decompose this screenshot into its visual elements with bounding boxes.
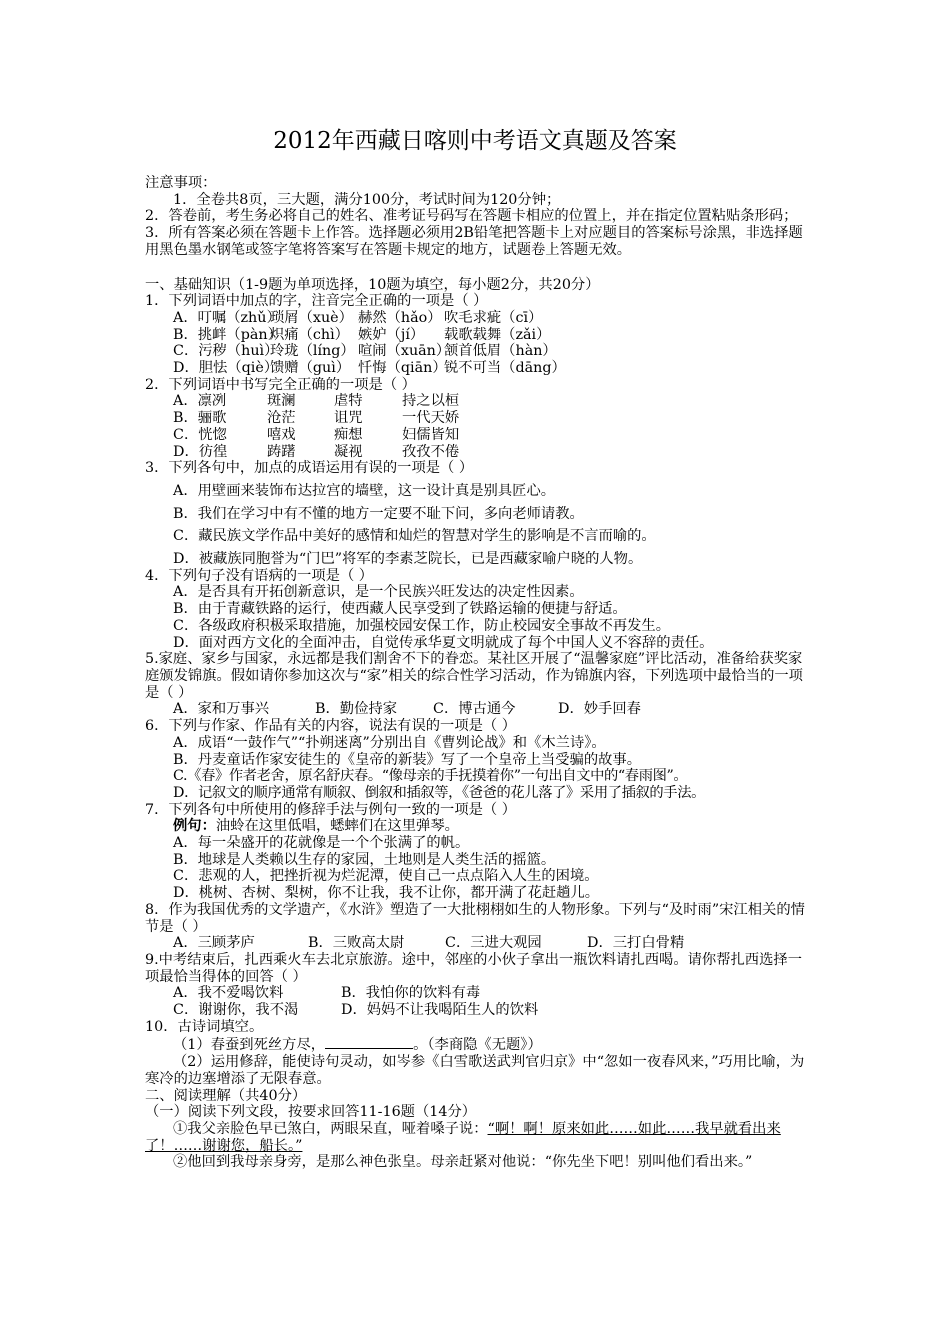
- q8-d: D．三打白骨精: [587, 935, 685, 952]
- q7-example-label: 例句：: [173, 818, 216, 835]
- q2-a-3: 虐特: [334, 393, 363, 410]
- q6-option-a: A．成语“一鼓作气”“扑朔迷离”分别出自《曹刿论战》和《木兰诗》。: [173, 734, 606, 751]
- reading-p1-plain: ①我父亲脸色早已煞白，两眼呆直，哑着嗓子说：: [173, 1120, 488, 1137]
- q3-option-a: A．用壁画来装饰布达拉宫的墙壁，这一设计真是别具匠心。: [173, 482, 556, 499]
- q1-option-b: [145, 327, 813, 344]
- q2-option-a: [145, 393, 813, 410]
- q2-a-1: A．凛冽: [173, 393, 227, 410]
- q1-option-c: [145, 343, 813, 360]
- reading-sub-heading: （一）阅读下列文段，按要求回答11-16题（14分）: [145, 1104, 477, 1121]
- q10-p1-before: （1）春蚕到死丝方尽，: [173, 1037, 326, 1054]
- q1-option-d: [145, 360, 813, 377]
- q1-d-3: 忏悔（qiān）: [358, 360, 447, 377]
- q9-a: A．我不爱喝饮料: [173, 985, 284, 1002]
- q2-d-2: 踌躇: [267, 443, 296, 460]
- q1-b-4: 载歌载舞（zǎi）: [444, 326, 551, 343]
- q9-stem: 9.中考结束后，扎西乘火车去北京旅游。途中，邻座的小伙子拿出一瓶饮料请扎西喝。请你帮扎西选择一项最恰当得体的回答（ ）: [145, 951, 802, 985]
- q7-example: [145, 818, 813, 835]
- q4-option-b: B．由于青藏铁路的运行，使西藏人民享受到了铁路运输的便捷与舒适。: [173, 601, 627, 618]
- q9-row-1: [145, 985, 813, 1002]
- q7-stem: 7．下列各句中所使用的修辞手法与例句一致的一项是（ ）: [145, 801, 517, 818]
- q5-b: B．勤俭持家: [315, 701, 397, 718]
- reading-paragraph-1: [145, 1121, 813, 1154]
- q10-blank[interactable]: [325, 1035, 413, 1049]
- q2-b-4: 一代天娇: [402, 410, 460, 427]
- q2-b-3: 诅咒: [334, 410, 363, 427]
- q1-d-2: 馈赠（guì）: [270, 360, 351, 377]
- q5-options: [145, 701, 813, 718]
- q5-d: D．妙手回春: [558, 701, 641, 718]
- q1-c-1: C．污秽（huì）: [173, 343, 279, 360]
- q1-c-4: 颔首低眉（hàn）: [444, 343, 557, 360]
- q2-d-3: 凝视: [334, 443, 363, 460]
- q7-option-a: A．每一朵盛开的花就像是一个个张满了的帆。: [173, 835, 470, 852]
- q10-part-1: [145, 1035, 813, 1054]
- q10-p1-after: 。（李商隐《无题》）: [413, 1037, 542, 1054]
- notice-item-2: 2．答卷前，考生务必将自己的姓名、准考证号码写在答题卡相应的位置上，并在指定位置粘贴条形码；: [145, 208, 798, 225]
- q2-d-1: D．彷徨: [173, 443, 228, 460]
- q6-option-b: B．丹麦童话作家安徒生的《皇帝的新装》写了一个皇帝上当受骗的故事。: [173, 751, 642, 768]
- q7-option-d: D．桃树、杏树、梨树，你不让我，我不让你，都开满了花赶趟儿。: [173, 885, 600, 902]
- q5-a: A．家和万事兴: [173, 701, 270, 718]
- q3-option-c: C．藏民族文学作品中美好的感情和灿烂的智慧对学生的影响是不言而喻的。: [173, 528, 656, 545]
- notice-item-1: 1．全卷共8页，三大题，满分100分，考试时间为120分钟；: [173, 191, 561, 208]
- q2-d-4: 孜孜不倦: [402, 443, 460, 460]
- exam-content: [145, 175, 813, 1171]
- q1-stem: 1．下列词语中加点的字，注音完全正确的一项是（ ）: [145, 293, 488, 310]
- q2-stem: 2．下列词语中书写完全正确的一项是（ ）: [145, 376, 416, 393]
- q6-stem: 6．下列与作家、作品有关的内容，说法有误的一项是（ ）: [145, 718, 517, 735]
- q1-c-3: 喧闹（xuān）: [358, 343, 451, 360]
- q2-b-2: 沧茫: [267, 410, 296, 427]
- q2-c-1: C．恍惚: [173, 426, 227, 443]
- q3-stem: 3．下列各句中，加点的成语运用有误的一项是（ ）: [145, 460, 474, 477]
- q1-a-1: A．叮嘱（zhǔ）: [173, 309, 281, 326]
- q9-d: D．妈妈不让我喝陌生人的饮料: [341, 1002, 539, 1019]
- q9-b: B．我怕你的饮料有毒: [341, 985, 481, 1002]
- q1-c-2: 玲珑（líng）: [270, 343, 355, 360]
- notice-heading: 注意事项：: [145, 175, 217, 191]
- q2-a-2: 斑澜: [267, 393, 296, 410]
- section-1-heading: 一、基础知识（1-9题为单项选择，10题为填空，每小题2分，共20分）: [145, 276, 600, 293]
- q2-option-b: [145, 410, 813, 427]
- q4-option-a: A．是否具有开拓创新意识，是一个民族兴旺发达的决定性因素。: [173, 584, 584, 601]
- q7-option-c: C．悲观的人，把挫折视为烂泥潭，使自己一点点陷入人生的困境。: [173, 868, 599, 885]
- q2-c-3: 痴想: [334, 426, 363, 443]
- q10-part-2: （2）运用修辞，能使诗句灵动，如岑参《白雪歌送武判官归京》中“忽如一夜春风来，”巧用比喻，为寒冷的边塞增添了无限春意。: [145, 1054, 805, 1087]
- reading-p1-underlined: “啊！啊！原来如此……如此……我早就看出来了！……谢谢您，船长。”: [145, 1120, 781, 1154]
- q1-b-1: B．挑衅（pàn）: [173, 326, 282, 343]
- q1-a-2: 琐屑（xuè）: [270, 309, 353, 326]
- q1-a-4: 吹毛求疵（cī）: [444, 309, 543, 326]
- q7-option-b: B．地球是人类赖以生存的家园，土地则是人类生活的摇篮。: [173, 851, 556, 868]
- q1-a-3: 赫然（hǎo）: [358, 309, 442, 326]
- notice-item-3: 3．所有答案必须在答题卡上作答。选择题必须用2B铅笔把答题卡上对应题目的答案标号涂黑，非选择题用黑色墨水钢笔或签字笔将答案写在答题卡规定的地方，试题卷上答题无效。: [145, 225, 803, 258]
- q1-b-2: 炽痛（chì）: [270, 326, 349, 343]
- q4-option-d: D．面对西方文化的全面冲击，自觉传承华夏文明就成了每个中国人义不容辞的责任。: [173, 634, 714, 651]
- q2-a-4: 持之以桓: [402, 393, 460, 410]
- q2-c-2: 嘻戏: [267, 426, 296, 443]
- q1-d-4: 锐不可当（dāng）: [444, 360, 566, 377]
- reading-paragraph-2: ②他回到我母亲身旁，是那么神色张皇。母亲赶紧对他说：“你先坐下吧！别叫他们看出来。”: [173, 1154, 753, 1171]
- q2-option-d: [145, 444, 813, 461]
- q9-row-2: [145, 1002, 813, 1019]
- q1-d-1: D．胆怯（qiè）: [173, 360, 279, 377]
- q7-example-text: 油蛉在这里低唱，蟋蟀们在这里弹琴。: [215, 818, 459, 835]
- q9-c: C．谢谢你，我不渴: [173, 1002, 299, 1019]
- q4-option-c: C．各级政府积极采取措施，加强校园安保工作，防止校园安全事故不再发生。: [173, 617, 671, 634]
- q6-option-d: D．记叙文的顺序通常有顺叙、倒叙和插叙等，《爸爸的花儿落了》采用了插叙的手法。: [173, 784, 705, 801]
- section-2-heading: 二、阅读理解（共40分）: [145, 1087, 307, 1104]
- q8-options: [145, 935, 813, 952]
- q8-a: A．三顾茅庐: [173, 935, 255, 952]
- q1-option-a: [145, 310, 813, 327]
- q3-option-b: B．我们在学习中有不懂的地方一定要不耻下问，多向老师请教。: [173, 505, 584, 522]
- q4-stem: 4．下列句子没有语病的一项是（ ）: [145, 567, 374, 584]
- q2-c-4: 妇儒皆知: [402, 426, 460, 443]
- q3-option-d: D．被藏族同胞誉为“门巴”将军的李素芝院长，已是西藏家喻户晓的人物。: [173, 551, 643, 568]
- q2-option-c: [145, 427, 813, 444]
- q5-c: C．博古通今: [433, 701, 516, 718]
- q8-stem: 8．作为我国优秀的文学遗产，《水浒》塑造了一大批栩栩如生的人物形象。下列与“及时雨”宋江相关的情节是（ ）: [145, 901, 805, 935]
- q1-b-3: 嫉妒（jí）: [358, 326, 425, 343]
- page-title: 2012年西藏日喀则中考语文真题及答案: [273, 128, 677, 154]
- q6-option-c: C.《春》作者老舍，原名舒庆春。“像母亲的手抚摸着你”一句出自文中的“春雨图”。: [173, 768, 688, 785]
- q5-stem: 5.家庭、家乡与国家，永远都是我们割舍不下的眷恋。某社区开展了“温馨家庭”评比活动，准备给获奖家庭颁发锦旗。假如请你参加这次与“家”相关的综合性学习活动，作为锦旗内容，下列选项中最恰当的一项是（ ）: [145, 651, 803, 701]
- q10-stem: 10．古诗词填空。: [145, 1018, 264, 1035]
- q8-b: B．三败高太尉: [308, 935, 405, 952]
- q2-b-1: B．骊歌: [173, 410, 227, 427]
- q8-c: C．三进大观园: [445, 935, 542, 952]
